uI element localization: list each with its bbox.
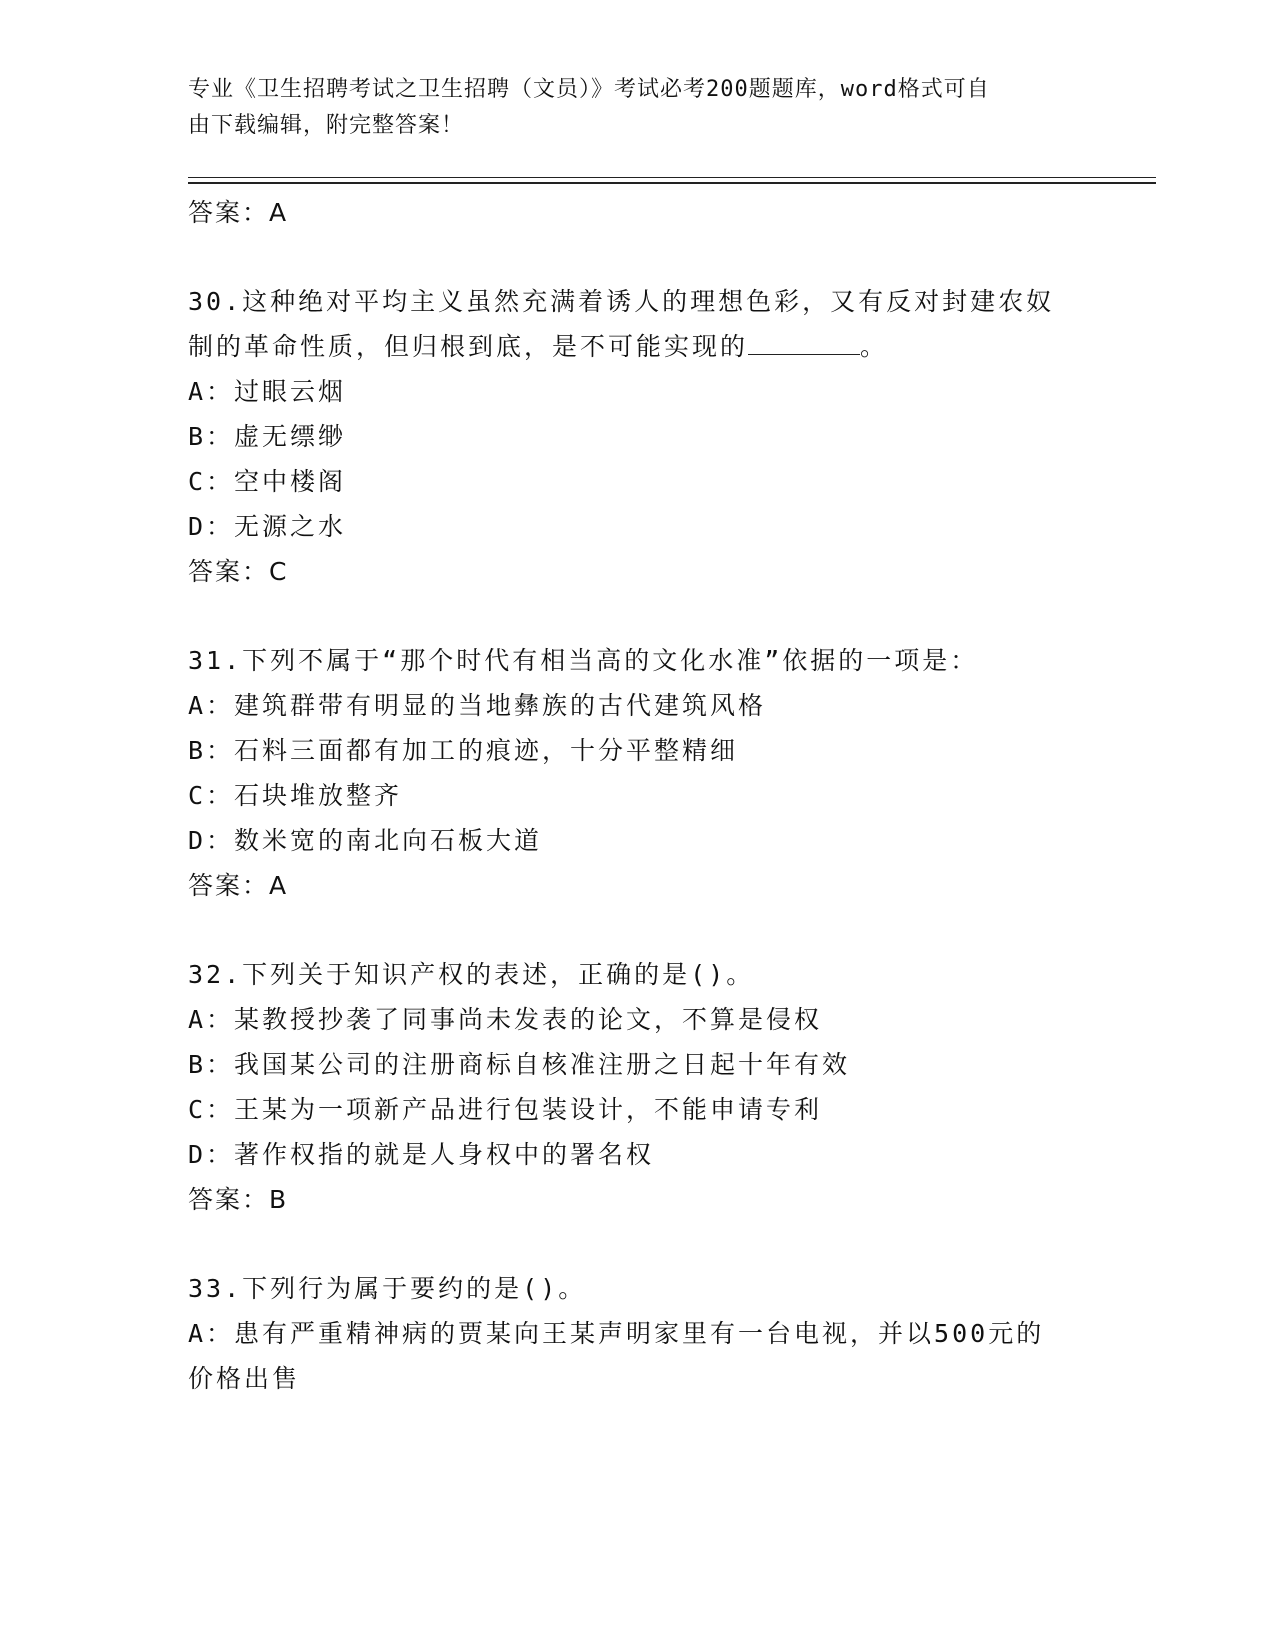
- header-rule-thick: [188, 182, 1156, 184]
- question-31-option-a: A：建筑群带有明显的当地彝族的古代建筑风格: [188, 691, 767, 720]
- question-32-stem: 32.下列关于知识产权的表述，正确的是()。: [188, 960, 755, 989]
- question-31-option-c: C：石块堆放整齐: [188, 781, 403, 810]
- question-33: [188, 1266, 1108, 1401]
- question-31-answer: 答案：A: [188, 871, 289, 900]
- question-32-option-c: C：王某为一项新产品进行包装设计，不能申请专利: [188, 1095, 823, 1124]
- document-header: [188, 72, 1088, 144]
- question-30: [188, 279, 1108, 594]
- question-30-answer: 答案：C: [188, 557, 289, 586]
- question-33-option-a-line-1: A：患有严重精神病的贾某向王某声明家里有一台电视，并以500元的: [188, 1319, 1045, 1348]
- question-30-option-c: C：空中楼阁: [188, 467, 347, 496]
- question-32-answer: 答案：B: [188, 1185, 289, 1214]
- question-30-option-a: A：过眼云烟: [188, 377, 347, 406]
- question-32-option-d: D：著作权指的就是人身权中的署名权: [188, 1140, 655, 1169]
- question-33-option-a-line-2: 价格出售: [188, 1364, 301, 1393]
- header-line-2: 由下载编辑，附完整答案！: [188, 113, 465, 138]
- question-30-stem-end: 。: [860, 332, 889, 361]
- question-list: [188, 190, 1108, 1401]
- question-32: [188, 952, 1108, 1222]
- previous-answer: 答案：A: [188, 198, 289, 227]
- question-30-stem-line-1: 30.这种绝对平均主义虽然充满着诱人的理想色彩，又有反对封建农奴: [188, 287, 1055, 316]
- question-30-stem-line-2: [188, 324, 1108, 369]
- question-31-option-d: D：数米宽的南北向石板大道: [188, 826, 543, 855]
- header-line-1: 专业《卫生招聘考试之卫生招聘（文员）》考试必考200题题库，word格式可自: [188, 77, 990, 102]
- question-31: [188, 638, 1108, 908]
- question-32-option-a: A：某教授抄袭了同事尚未发表的论文，不算是侵权: [188, 1005, 823, 1034]
- question-31-option-b: B：石料三面都有加工的痕迹，十分平整精细: [188, 736, 739, 765]
- fill-in-blank: [748, 334, 860, 355]
- header-rule-thin: [188, 177, 1156, 178]
- question-31-stem: 31.下列不属于“那个时代有相当高的文化水准”依据的一项是：: [188, 646, 979, 675]
- question-30-option-b: B：虚无缥缈: [188, 422, 347, 451]
- question-33-stem: 33.下列行为属于要约的是()。: [188, 1274, 587, 1303]
- question-30-stem-text: 制的革命性质，但归根到底，是不可能实现的: [188, 332, 749, 361]
- question-30-option-d: D：无源之水: [188, 512, 347, 541]
- question-32-option-b: B：我国某公司的注册商标自核准注册之日起十年有效: [188, 1050, 851, 1079]
